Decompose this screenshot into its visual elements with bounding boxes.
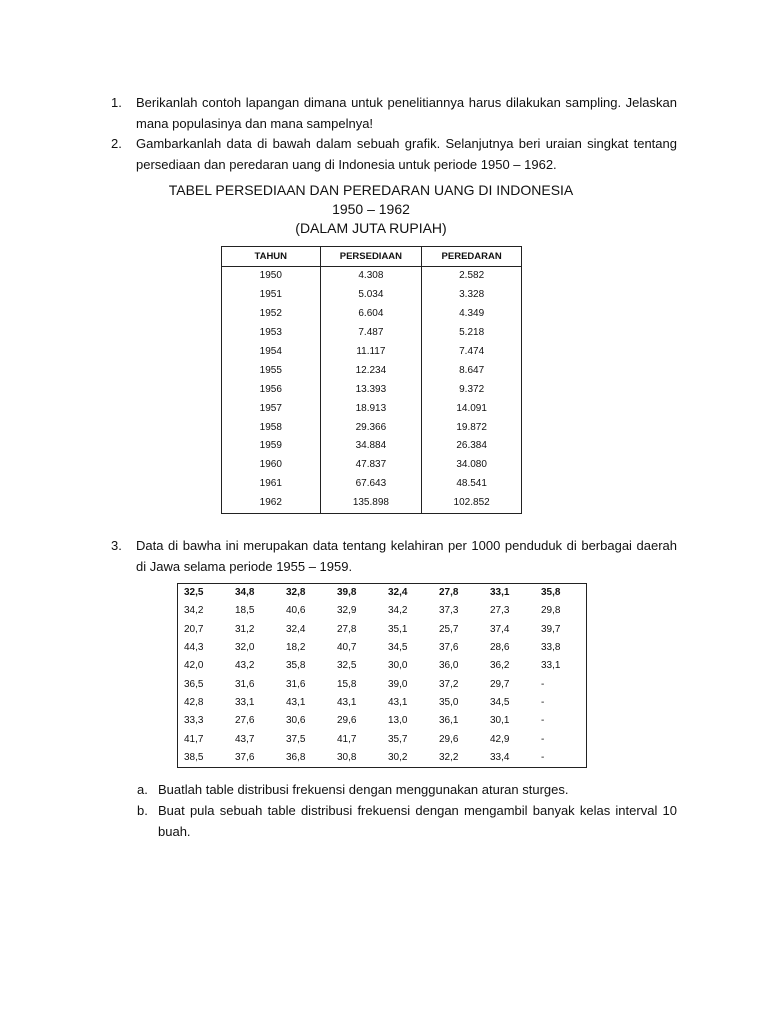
table-row: [222, 305, 522, 324]
birth-rate-cell: 39,7: [541, 623, 561, 635]
table-row: [222, 494, 522, 513]
cell-peredaran: 48.541: [422, 475, 522, 494]
birth-rate-cell: 37,6: [439, 642, 459, 654]
birth-table-body: [178, 584, 587, 768]
question-3: [111, 535, 677, 577]
birth-rate-cell: 35,7: [388, 733, 408, 745]
cell-peredaran: 4.349: [422, 305, 522, 324]
birth-rate-cell: 32,8: [286, 587, 306, 599]
birth-rate-cell: 35,1: [388, 623, 408, 635]
cell-persediaan: 67.643: [320, 475, 422, 494]
table-row: [222, 286, 522, 305]
birth-rate-cell: 32,5: [337, 660, 357, 672]
birth-rate-cell: 37,4: [490, 623, 510, 635]
table-header-row: [222, 247, 522, 267]
birth-rate-cell: 37,2: [439, 678, 459, 690]
cell-persediaan: 29.366: [320, 418, 422, 437]
birth-rate-cell: 43,2: [235, 660, 255, 672]
cell-peredaran: 7.474: [422, 343, 522, 362]
cell-peredaran: 14.091: [422, 399, 522, 418]
birth-rate-cell: 27,8: [337, 623, 357, 635]
table-row: [222, 437, 522, 456]
sub-question-b: [137, 800, 677, 842]
cell-tahun: 1961: [222, 475, 321, 494]
sub-question-letter: a.: [137, 782, 148, 797]
cell-peredaran: 3.328: [422, 286, 522, 305]
birth-rate-cell: 33,1: [490, 587, 510, 599]
sub-question-letter: b.: [137, 803, 148, 818]
birth-rate-cell: 30,1: [490, 715, 510, 727]
table-row: [178, 694, 587, 712]
birth-rate-cell: 37,6: [235, 751, 255, 763]
cell-persediaan: 13.393: [320, 380, 422, 399]
table-row: [178, 602, 587, 620]
birth-rate-cell: 29,6: [337, 715, 357, 727]
cell-persediaan: 5.034: [320, 286, 422, 305]
cell-tahun: 1958: [222, 418, 321, 437]
birth-rate-cell: 35,8: [541, 587, 561, 599]
birth-rate-cell: 36,0: [439, 660, 459, 672]
cell-persediaan: 6.604: [320, 305, 422, 324]
birth-rate-cell: 36,8: [286, 751, 306, 763]
birth-rate-cell: 30,6: [286, 715, 306, 727]
birth-rate-cell: 34,5: [388, 642, 408, 654]
cell-tahun: 1957: [222, 399, 321, 418]
birth-rate-cell: 44,3: [184, 642, 204, 654]
table-row: [178, 639, 587, 657]
birth-rate-cell: 42,9: [490, 733, 510, 745]
birth-rate-cell: 31,2: [235, 623, 255, 635]
table-row: [178, 584, 587, 603]
birth-rate-cell: 28,6: [490, 642, 510, 654]
cell-peredaran: 2.582: [422, 267, 522, 286]
header-tahun: TAHUN: [222, 247, 321, 267]
birth-rate-cell: 35,0: [439, 696, 459, 708]
birth-rate-cell: 33,8: [541, 642, 561, 654]
birth-rate-cell: 36,1: [439, 715, 459, 727]
cell-tahun: 1956: [222, 380, 321, 399]
birth-rate-cell: 29,6: [439, 733, 459, 745]
birth-rate-cell: 15,8: [337, 678, 357, 690]
cell-peredaran: 34.080: [422, 456, 522, 475]
birth-rate-cell: 37,5: [286, 733, 306, 745]
birth-rate-cell: 29,7: [490, 678, 510, 690]
birth-rate-cell: 40,6: [286, 605, 306, 617]
birth-rate-cell: -: [541, 715, 545, 727]
birth-rate-cell: 41,7: [337, 733, 357, 745]
table-row: [178, 675, 587, 693]
money-table-title: TABEL PERSEDIAAN DAN PEREDARAN UANG DI INDONESIA: [168, 182, 574, 198]
birth-rate-cell: 33,1: [541, 660, 561, 672]
birth-rate-cell: 34,2: [388, 605, 408, 617]
birth-rate-cell: 33,3: [184, 715, 204, 727]
birth-rate-cell: 32,2: [439, 751, 459, 763]
birth-rate-cell: 32,4: [388, 587, 408, 599]
birth-rate-cell: 43,1: [337, 696, 357, 708]
cell-tahun: 1950: [222, 267, 321, 286]
birth-rate-cell: 36,2: [490, 660, 510, 672]
birth-rate-cell: 32,0: [235, 642, 255, 654]
birth-rate-cell: 39,0: [388, 678, 408, 690]
birth-rate-cell: 31,6: [286, 678, 306, 690]
cell-peredaran: 26.384: [422, 437, 522, 456]
table-row: [178, 712, 587, 730]
cell-tahun: 1955: [222, 361, 321, 380]
birth-rate-cell: -: [541, 696, 545, 708]
birth-rate-cell: 40,7: [337, 642, 357, 654]
birth-rate-cell: 27,8: [439, 587, 459, 599]
money-table-body: [222, 267, 522, 514]
table-row: [222, 343, 522, 362]
birth-rate-cell: 41,7: [184, 733, 204, 745]
table-row: [178, 621, 587, 639]
cell-peredaran: 102.852: [422, 494, 522, 513]
sub-question-a: [137, 779, 677, 800]
question-text: Berikanlah contoh lapangan dimana untuk penelitiannya harus dilakukan sampling. Jelaskan mana populasinya dan mana sampelnya!: [136, 95, 677, 131]
birth-rate-cell: 33,1: [235, 696, 255, 708]
cell-tahun: 1954: [222, 343, 321, 362]
birth-rate-cell: -: [541, 733, 545, 745]
birth-rate-cell: 35,8: [286, 660, 306, 672]
table-row: [222, 399, 522, 418]
birth-rate-cell: 32,4: [286, 623, 306, 635]
table-row: [222, 418, 522, 437]
birth-rate-cell: 34,5: [490, 696, 510, 708]
cell-tahun: 1953: [222, 324, 321, 343]
birth-rate-cell: 34,2: [184, 605, 204, 617]
money-supply-table: [221, 246, 522, 514]
table-row: [222, 475, 522, 494]
cell-persediaan: 4.308: [320, 267, 422, 286]
birth-rate-cell: 43,7: [235, 733, 255, 745]
cell-persediaan: 18.913: [320, 399, 422, 418]
birth-rate-cell: 43,1: [388, 696, 408, 708]
table-row: [222, 380, 522, 399]
cell-persediaan: 47.837: [320, 456, 422, 475]
birth-rate-cell: 25,7: [439, 623, 459, 635]
birth-rate-cell: 18,2: [286, 642, 306, 654]
table-row: [178, 730, 587, 748]
birth-rate-table: [177, 583, 587, 768]
birth-rate-cell: 42,0: [184, 660, 204, 672]
table-row: [222, 361, 522, 380]
birth-rate-cell: 20,7: [184, 623, 204, 635]
cell-tahun: 1962: [222, 494, 321, 513]
birth-rate-cell: 32,5: [184, 587, 204, 599]
question-text: Gambarkanlah data di bawah dalam sebuah grafik. Selanjutnya beri uraian singkat tentang persediaan dan peredaran uang di Indonesia untuk periode 1950 – 1962.: [136, 136, 677, 172]
birth-rate-cell: 27,6: [235, 715, 255, 727]
birth-rate-cell: 38,5: [184, 751, 204, 763]
question-number: 3.: [111, 538, 122, 553]
cell-tahun: 1959: [222, 437, 321, 456]
cell-persediaan: 135.898: [320, 494, 422, 513]
birth-rate-cell: 30,8: [337, 751, 357, 763]
birth-rate-cell: 31,6: [235, 678, 255, 690]
birth-rate-cell: 43,1: [286, 696, 306, 708]
table-row: [222, 267, 522, 286]
birth-rate-cell: 32,9: [337, 605, 357, 617]
question-1: [111, 92, 677, 134]
cell-persediaan: 7.487: [320, 324, 422, 343]
cell-tahun: 1960: [222, 456, 321, 475]
birth-rate-cell: 37,3: [439, 605, 459, 617]
birth-rate-cell: 33,4: [490, 751, 510, 763]
birth-rate-cell: 30,2: [388, 751, 408, 763]
cell-tahun: 1952: [222, 305, 321, 324]
cell-peredaran: 9.372: [422, 380, 522, 399]
money-table-unit: (DALAM JUTA RUPIAH): [295, 220, 447, 236]
birth-rate-cell: 29,8: [541, 605, 561, 617]
question-text: Data di bawha ini merupakan data tentang kelahiran per 1000 penduduk di berbagai daerah di Jawa selama periode 1955 – 1959.: [136, 538, 677, 574]
birth-rate-cell: 36,5: [184, 678, 204, 690]
money-table-period: 1950 – 1962: [332, 201, 410, 217]
birth-rate-cell: -: [541, 678, 545, 690]
birth-rate-cell: 42,8: [184, 696, 204, 708]
header-peredaran: PEREDARAN: [422, 247, 522, 267]
table-row: [178, 657, 587, 675]
birth-rate-cell: 27,3: [490, 605, 510, 617]
cell-persediaan: 11.117: [320, 343, 422, 362]
birth-rate-cell: 34,8: [235, 587, 255, 599]
sub-question-text: Buatlah table distribusi frekuensi dengan menggunakan aturan sturges.: [158, 782, 569, 797]
birth-rate-cell: 30,0: [388, 660, 408, 672]
table-row: [222, 324, 522, 343]
question-number: 1.: [111, 95, 122, 110]
header-persediaan: PERSEDIAAN: [320, 247, 422, 267]
birth-rate-cell: 18,5: [235, 605, 255, 617]
cell-persediaan: 12.234: [320, 361, 422, 380]
table-row: [222, 456, 522, 475]
cell-peredaran: 5.218: [422, 324, 522, 343]
cell-tahun: 1951: [222, 286, 321, 305]
birth-rate-cell: 39,8: [337, 587, 357, 599]
cell-persediaan: 34.884: [320, 437, 422, 456]
cell-peredaran: 19.872: [422, 418, 522, 437]
sub-question-text: Buat pula sebuah table distribusi frekuensi dengan mengambil banyak kelas interval 10 buah.: [158, 803, 677, 839]
cell-peredaran: 8.647: [422, 361, 522, 380]
table-row: [178, 749, 587, 768]
birth-rate-cell: 13,0: [388, 715, 408, 727]
birth-rate-cell: -: [541, 751, 545, 763]
question-2: [111, 133, 677, 175]
question-number: 2.: [111, 136, 122, 151]
